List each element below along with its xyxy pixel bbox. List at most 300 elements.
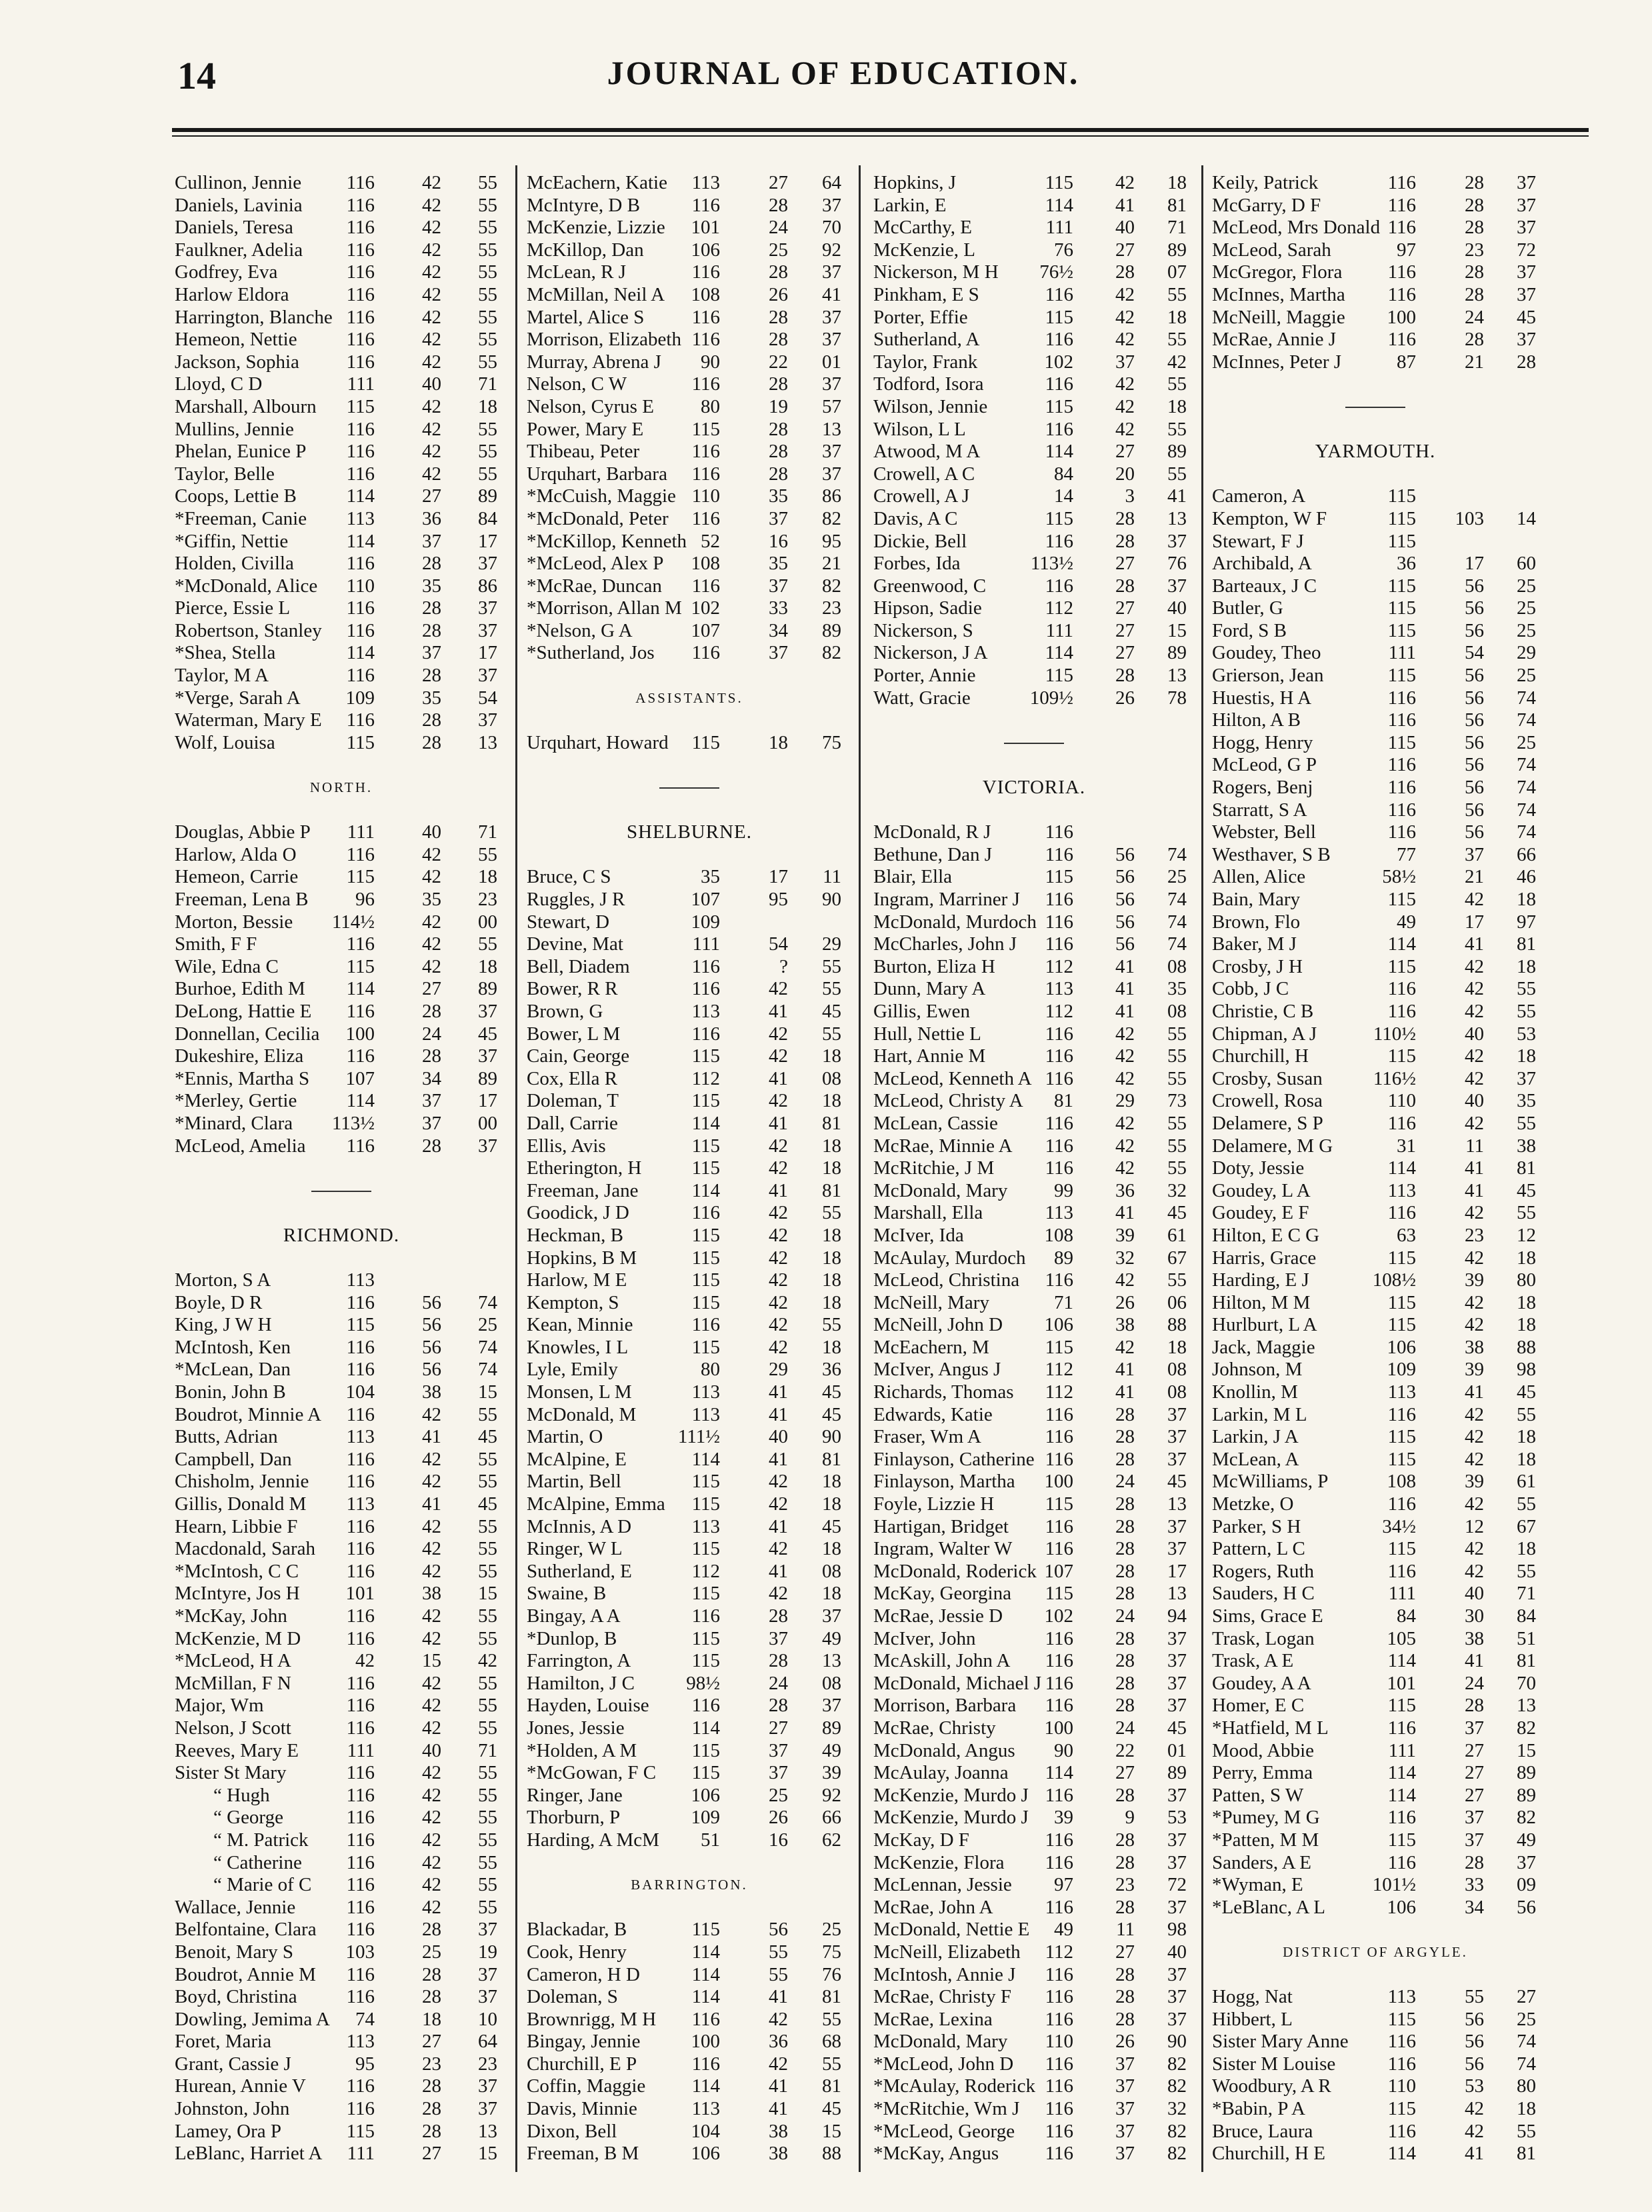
table-row: [1212, 1516, 1539, 1539]
grant-cents: 89: [478, 485, 497, 507]
days-taught: 97: [1054, 1874, 1073, 1896]
grant-cents: 17: [478, 530, 497, 552]
grant-cents: 55: [1517, 2120, 1536, 2142]
teacher-name: Larkin, M L: [1212, 1403, 1307, 1425]
teacher-name: LeBlanc, Harriet A: [175, 2143, 323, 2165]
grant-cents: 13: [478, 731, 497, 753]
grant-cents: 53: [1517, 1023, 1536, 1045]
grant-dollars: 41: [1115, 1000, 1135, 1022]
days-taught: 105: [1387, 1627, 1416, 1649]
days-taught: 116: [346, 843, 375, 865]
days-taught: 116: [346, 1359, 375, 1381]
grant-dollars: 28: [769, 463, 788, 485]
teacher-name: Ingram, Marriner J: [873, 889, 1020, 910]
teacher-name: Churchill, E P: [527, 2053, 637, 2075]
days-taught: 116: [1387, 1403, 1416, 1425]
days-taught: 116: [1387, 261, 1416, 283]
grant-dollars: 24: [422, 1023, 441, 1045]
grant-dollars: 40: [422, 821, 441, 843]
days-taught: 116: [346, 351, 375, 373]
grant-dollars: 27: [1115, 642, 1135, 664]
grant-cents: 01: [822, 351, 841, 373]
grant-dollars: 42: [422, 239, 441, 261]
teacher-name: McRae, Christy F: [873, 1986, 1012, 2008]
table-row: [1212, 1157, 1539, 1180]
table-row: [873, 1493, 1195, 1516]
grant-dollars: 37: [1465, 1717, 1484, 1739]
grant-dollars: 28: [1115, 1784, 1135, 1806]
teacher-name: Hibbert, L: [1212, 2008, 1293, 2030]
grant-dollars: 28: [422, 597, 441, 619]
teacher-name: “ Catherine: [213, 1851, 302, 1873]
teacher-name: McLeod, Christy A: [873, 1090, 1023, 1112]
days-taught: 116: [346, 1135, 375, 1157]
grant-cents: 23: [822, 597, 841, 619]
grant-dollars: 42: [1465, 1403, 1484, 1425]
grant-cents: 37: [478, 1986, 497, 2008]
table-row: [175, 373, 508, 396]
page-header: [133, 53, 1553, 107]
grant-cents: 84: [478, 507, 497, 529]
grant-cents: 82: [1517, 1717, 1536, 1739]
table-row: [873, 687, 1195, 710]
teacher-name: Forbes, Ida: [873, 553, 961, 575]
grant-dollars: 28: [1115, 1403, 1135, 1425]
table-row: [527, 1807, 852, 1829]
grant-cents: 82: [822, 575, 841, 597]
table-row: [527, 1516, 852, 1539]
table-row: [175, 1135, 508, 1158]
grant-cents: 18: [1517, 1291, 1536, 1313]
teacher-name: Cameron, A: [1212, 485, 1306, 507]
teacher-name: *Verge, Sarah A: [175, 687, 301, 709]
grant-dollars: 37: [769, 1627, 788, 1649]
grant-cents: 18: [822, 1269, 841, 1291]
grant-dollars: 16: [769, 530, 788, 552]
days-taught: 116: [691, 642, 720, 664]
days-taught: 116: [1045, 1851, 1073, 1873]
table-row: [175, 1919, 508, 1941]
teacher-name: Hilton, E C G: [1212, 1224, 1320, 1246]
grant-dollars: 28: [422, 1919, 441, 1941]
grant-dollars: 56: [769, 1919, 788, 1941]
grant-cents: 55: [478, 1471, 497, 1493]
days-taught: 116: [346, 1851, 375, 1873]
days-taught: 107: [691, 619, 720, 641]
grant-cents: 37: [1167, 2008, 1187, 2030]
teacher-name: Crosby, Susan: [1212, 1067, 1323, 1089]
days-taught: 113: [346, 1269, 375, 1291]
grant-dollars: 27: [1115, 1941, 1135, 1963]
grant-cents: 37: [1167, 1627, 1187, 1649]
grant-cents: 08: [1167, 1000, 1187, 1022]
grant-cents: 55: [1167, 1067, 1187, 1089]
grant-cents: 37: [1167, 1784, 1187, 1806]
days-taught: 114: [346, 978, 375, 1000]
table-row: [873, 239, 1195, 262]
teacher-name: Churchill, H: [1212, 1045, 1309, 1067]
grant-cents: 18: [1517, 1314, 1536, 1336]
days-taught: 114: [691, 1448, 720, 1470]
teacher-name: Homer, E C: [1212, 1695, 1305, 1717]
grant-dollars: 28: [1465, 329, 1484, 351]
table-row: [873, 419, 1195, 441]
days-taught: 51: [701, 1829, 720, 1851]
teacher-name: Ruggles, J R: [527, 889, 625, 910]
table-row: [1212, 2075, 1539, 2098]
spacer: [175, 1202, 508, 1225]
table-row: [873, 553, 1195, 575]
days-taught: 108: [1387, 1471, 1416, 1493]
grant-cents: 89: [478, 1067, 497, 1089]
days-taught: 116: [691, 329, 720, 351]
grant-cents: 37: [1517, 1851, 1536, 1873]
spacer: [527, 665, 852, 687]
grant-dollars: 37: [1115, 351, 1135, 373]
teacher-name: Christie, C B: [1212, 1000, 1314, 1022]
teacher-name: Boyle, D R: [175, 1291, 263, 1313]
grant-dollars: 27: [422, 2143, 441, 2165]
grant-dollars: 23: [422, 2053, 441, 2075]
days-taught: 116: [691, 978, 720, 1000]
table-row: [1212, 821, 1539, 844]
grant-dollars: 36: [769, 2031, 788, 2053]
grant-dollars: 42: [769, 1023, 788, 1045]
teacher-name: Major, Wm: [175, 1695, 264, 1717]
teacher-name: Davis, A C: [873, 507, 958, 529]
grant-cents: 32: [1167, 1179, 1187, 1201]
grant-dollars: 23: [1465, 239, 1484, 261]
days-taught: 116: [346, 1963, 375, 1985]
teacher-name: Foret, Maria: [175, 2031, 271, 2053]
table-row: [527, 889, 852, 911]
teacher-name: Marshall, Ella: [873, 1202, 983, 1224]
grant-dollars: 42: [422, 1672, 441, 1694]
table-row: [1212, 172, 1539, 195]
table-row: [1212, 575, 1539, 598]
grant-dollars: 27: [1465, 1784, 1484, 1806]
days-taught: 115: [1045, 172, 1073, 193]
grant-cents: 81: [1517, 1650, 1536, 1672]
table-row: [1212, 1628, 1539, 1651]
days-taught: 113: [691, 1000, 720, 1022]
table-row: [1212, 1986, 1539, 2009]
days-taught: 102: [691, 597, 720, 619]
grant-dollars: 42: [769, 978, 788, 1000]
grant-cents: 72: [1517, 239, 1536, 261]
grant-dollars: 42: [769, 1471, 788, 1493]
table-row: [527, 1785, 852, 1807]
teacher-name: *McIntosh, C C: [175, 1560, 299, 1582]
grant-dollars: 55: [769, 1963, 788, 1985]
grant-cents: 18: [1517, 955, 1536, 977]
grant-cents: 37: [1167, 1986, 1187, 2008]
teacher-name: Doty, Jessie: [1212, 1157, 1305, 1179]
days-taught: 116: [1387, 1807, 1416, 1829]
table-row: [873, 1964, 1195, 1987]
grant-dollars: 37: [422, 1112, 441, 1134]
grant-cents: 37: [478, 1135, 497, 1157]
table-row: [527, 956, 852, 979]
grant-cents: 55: [1517, 1000, 1536, 1022]
table-row: [873, 485, 1195, 508]
table-row: [1212, 754, 1539, 777]
list-column-2: [527, 172, 852, 2165]
teacher-name: Atwood, M A: [873, 441, 981, 463]
days-taught: 109½: [1029, 687, 1073, 709]
table-row: [527, 441, 852, 463]
days-taught: 114: [691, 1717, 720, 1739]
teacher-name: Hearn, Libbie F: [175, 1515, 298, 1537]
grant-cents: 29: [822, 933, 841, 955]
table-row: [175, 531, 508, 553]
grant-dollars: 40: [1465, 1023, 1484, 1045]
grant-cents: 06: [1167, 1291, 1187, 1313]
grant-cents: 37: [478, 2098, 497, 2120]
subsection-heading: NORTH.: [309, 779, 373, 796]
teacher-name: Mood, Abbie: [1212, 1739, 1315, 1761]
table-row: [527, 1247, 852, 1270]
grant-cents: 55: [478, 843, 497, 865]
grant-cents: 81: [822, 1986, 841, 2008]
table-row: [873, 1941, 1195, 1964]
teacher-name: McRae, Minnie A: [873, 1135, 1013, 1157]
grant-dollars: 42: [1465, 1560, 1484, 1582]
teacher-name: McDonald, M: [527, 1403, 637, 1425]
grant-cents: 55: [478, 1448, 497, 1470]
table-row: [175, 1090, 508, 1113]
spacer: [527, 799, 852, 822]
teacher-name: Dowling, Jemima A: [175, 2008, 330, 2030]
days-taught: 114: [691, 1941, 720, 1963]
grant-dollars: 42: [769, 1269, 788, 1291]
days-taught: 110: [1387, 2075, 1416, 2097]
grant-dollars: 42: [769, 1314, 788, 1336]
grant-dollars: 26: [769, 1807, 788, 1829]
grant-cents: 45: [822, 1000, 841, 1022]
grant-cents: 13: [1167, 507, 1187, 529]
teacher-name: McInnes, Peter J: [1212, 351, 1342, 373]
days-taught: 116: [1045, 1045, 1073, 1067]
grant-dollars: 41: [1465, 2143, 1484, 2165]
teacher-name: Chipman, A J: [1212, 1023, 1317, 1045]
grant-cents: 55: [478, 1560, 497, 1582]
days-taught: 115: [691, 1919, 720, 1941]
grant-cents: 15: [478, 1583, 497, 1605]
days-taught: 116: [1045, 1672, 1073, 1694]
grant-cents: 67: [1167, 1247, 1187, 1269]
grant-dollars: 28: [422, 619, 441, 641]
grant-cents: 76: [1167, 553, 1187, 575]
grant-cents: 35: [1517, 1090, 1536, 1112]
table-row: [175, 1561, 508, 1583]
grant-cents: 18: [478, 395, 497, 417]
table-row: [873, 1538, 1195, 1561]
grant-dollars: 21: [1465, 866, 1484, 888]
days-taught: 111: [692, 933, 720, 955]
days-taught: 111: [347, 2143, 375, 2165]
days-taught: 116: [691, 2008, 720, 2030]
grant-cents: 89: [1167, 239, 1187, 261]
table-row: [527, 1449, 852, 1471]
grant-cents: 55: [1517, 1403, 1536, 1425]
grant-dollars: 42: [422, 843, 441, 865]
grant-cents: 40: [1167, 597, 1187, 619]
table-row: [873, 531, 1195, 553]
days-taught: 114: [1387, 1784, 1416, 1806]
grant-dollars: 28: [422, 1045, 441, 1067]
table-row: [1212, 508, 1539, 531]
teacher-name: Wile, Edna C: [175, 955, 279, 977]
table-row: [175, 1852, 508, 1875]
table-row: [873, 620, 1195, 643]
grant-cents: 45: [1167, 1202, 1187, 1224]
grant-dollars: 42: [1115, 395, 1135, 417]
grant-dollars: 28: [769, 306, 788, 328]
teacher-name: McLean, Cassie: [873, 1112, 998, 1134]
table-row: [1212, 933, 1539, 956]
teacher-name: Delamere, S P: [1212, 1112, 1323, 1134]
days-taught: 84: [1054, 463, 1073, 485]
teacher-name: McDonald, Mary: [873, 2031, 1008, 2053]
grant-dollars: 42: [422, 441, 441, 463]
days-taught: 115: [1045, 1493, 1073, 1515]
grant-cents: 36: [822, 1359, 841, 1381]
grant-dollars: 95: [769, 889, 788, 910]
days-taught: 34½: [1382, 1515, 1416, 1537]
grant-cents: 11: [823, 866, 841, 888]
teacher-name: Sister St Mary: [175, 1762, 287, 1784]
days-taught: 116: [1045, 1135, 1073, 1157]
teacher-name: Trask, A E: [1212, 1650, 1294, 1672]
table-row: [1212, 1269, 1539, 1292]
grant-dollars: 12: [1465, 1515, 1484, 1537]
teacher-name: Devine, Mat: [527, 933, 623, 955]
grant-dollars: 11: [1465, 1135, 1484, 1157]
teacher-name: *McLeod, John D: [873, 2053, 1014, 2075]
table-row: [873, 508, 1195, 531]
grant-dollars: 28: [769, 373, 788, 395]
days-taught: 116: [346, 2075, 375, 2097]
days-taught: 108: [691, 283, 720, 305]
table-row: [873, 1986, 1195, 2009]
grant-cents: 82: [822, 642, 841, 664]
table-row: [873, 1225, 1195, 1247]
days-taught: 116: [691, 955, 720, 977]
table-row: [175, 732, 508, 755]
grant-cents: 25: [1517, 619, 1536, 641]
days-taught: 49: [1397, 911, 1416, 933]
grant-dollars: 37: [1115, 2053, 1135, 2075]
table-row: [1212, 2143, 1539, 2165]
grant-dollars: 27: [1115, 239, 1135, 261]
grant-cents: 18: [822, 1157, 841, 1179]
grant-dollars: 28: [422, 665, 441, 687]
table-row: [527, 1426, 852, 1449]
table-row: [527, 1001, 852, 1023]
days-taught: 108: [691, 553, 720, 575]
table-row: [873, 1269, 1195, 1292]
grant-dollars: 40: [1465, 1583, 1484, 1605]
days-taught: 116: [691, 441, 720, 463]
subsection-heading: DISTRICT OF ARGYLE.: [1283, 1943, 1468, 1960]
grant-cents: 74: [1517, 821, 1536, 843]
grant-dollars: 42: [1465, 1067, 1484, 1089]
table-row: [1212, 195, 1539, 217]
days-taught: 116: [1387, 172, 1416, 193]
table-row: [1212, 1605, 1539, 1628]
grant-dollars: 56: [1465, 754, 1484, 776]
grant-cents: 55: [478, 1896, 497, 1918]
days-taught: 116: [1387, 687, 1416, 709]
table-row: [527, 1829, 852, 1852]
days-taught: 113: [346, 1493, 375, 1515]
grant-dollars: 42: [422, 217, 441, 239]
teacher-name: Rogers, Ruth: [1212, 1560, 1315, 1582]
grant-dollars: 42: [422, 1829, 441, 1851]
teacher-name: *Patten, M M: [1212, 1829, 1319, 1851]
grant-cents: 55: [1167, 1023, 1187, 1045]
teacher-name: Hilton, A B: [1212, 709, 1301, 731]
teacher-name: Churchill, H E: [1212, 2143, 1325, 2165]
days-taught: 116: [1045, 530, 1073, 552]
table-row: [175, 1897, 508, 1919]
table-row: [873, 441, 1195, 463]
grant-cents: 88: [1167, 1314, 1187, 1336]
grant-dollars: 41: [769, 1000, 788, 1022]
days-taught: 116: [346, 1829, 375, 1851]
header-rule: [172, 128, 1589, 132]
grant-cents: 28: [1517, 351, 1536, 373]
table-row: [527, 419, 852, 441]
grant-dollars: 42: [422, 1627, 441, 1649]
days-taught: 115: [691, 1336, 720, 1358]
days-taught: 113½: [331, 1112, 375, 1134]
grant-cents: 82: [1517, 1807, 1536, 1829]
table-row: [527, 1628, 852, 1651]
table-row: [1212, 1202, 1539, 1225]
table-row: [873, 665, 1195, 687]
grant-cents: 25: [822, 1919, 841, 1941]
days-taught: 115: [691, 1583, 720, 1605]
table-row: [1212, 1113, 1539, 1135]
table-row: [873, 2098, 1195, 2121]
grant-cents: 55: [822, 2008, 841, 2030]
days-taught: 116: [1045, 1067, 1073, 1089]
grant-cents: 37: [822, 441, 841, 463]
teacher-name: Morrison, Barbara: [873, 1695, 1017, 1717]
grant-cents: 45: [822, 1381, 841, 1403]
grant-dollars: 28: [1115, 1627, 1135, 1649]
grant-dollars: 41: [769, 1179, 788, 1201]
grant-dollars: 28: [422, 1963, 441, 1985]
days-taught: 111: [347, 821, 375, 843]
days-taught: 107: [691, 889, 720, 910]
teacher-name: Reeves, Mary E: [175, 1739, 299, 1761]
table-row: [1212, 889, 1539, 911]
teacher-name: McDonald, Nettie E: [873, 1919, 1030, 1941]
table-row: [175, 2098, 508, 2121]
teacher-name: Perry, Emma: [1212, 1762, 1313, 1784]
table-row: [527, 1135, 852, 1158]
grant-dollars: 28: [1115, 1672, 1135, 1694]
days-taught: 116: [346, 933, 375, 955]
grant-cents: 55: [478, 1851, 497, 1873]
days-taught: 114: [1387, 1762, 1416, 1784]
grant-dollars: 27: [422, 978, 441, 1000]
teacher-name: Knowles, I L: [527, 1336, 629, 1358]
grant-cents: 74: [1517, 709, 1536, 731]
